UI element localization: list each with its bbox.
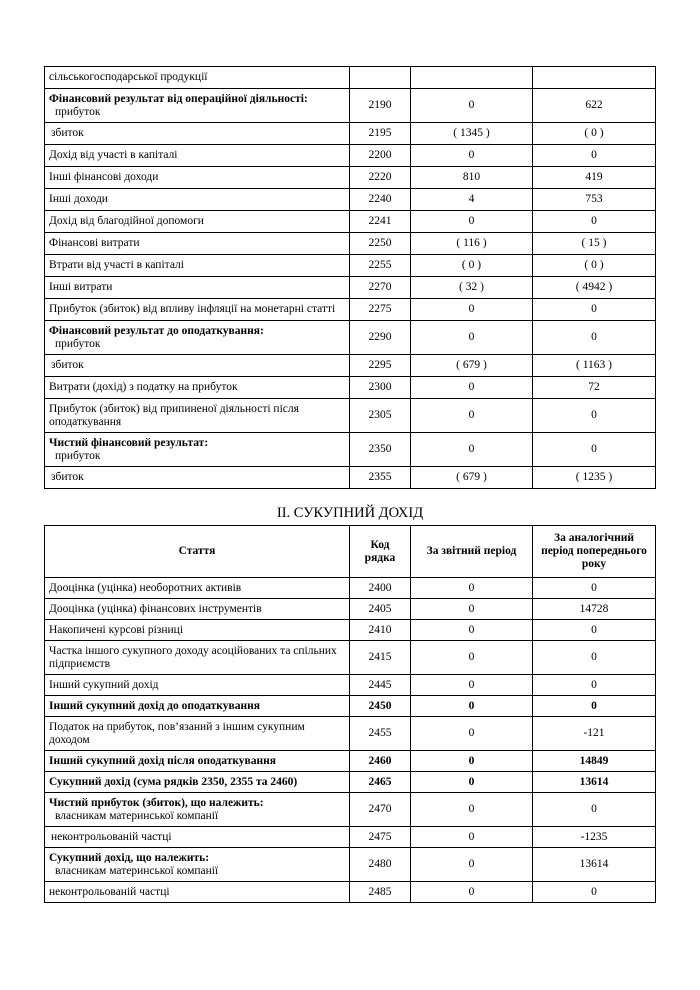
row-code: 2195 (350, 123, 411, 145)
row-label (45, 827, 350, 848)
table-row (45, 355, 656, 377)
row-label-text: збиток (51, 359, 84, 371)
current-period-value: 0 (411, 599, 533, 620)
row-code: 2270 (350, 277, 411, 299)
current-period-value: 0 (411, 675, 533, 696)
row-label (45, 599, 350, 620)
section-title: II. СУКУПНИЙ ДОХІД (276, 505, 424, 521)
row-code: 2485 (350, 882, 411, 903)
table-row (45, 578, 656, 599)
current-period-value: 0 (411, 620, 533, 641)
row-code: 2450 (350, 696, 411, 717)
previous-period-value: -121 (533, 717, 656, 751)
row-label (45, 321, 350, 355)
row-label-text: збиток (51, 127, 84, 139)
row-label (45, 211, 350, 233)
row-label (45, 848, 350, 882)
current-period-value: 0 (411, 321, 533, 355)
table-row (45, 433, 656, 467)
current-period-value: 0 (411, 211, 533, 233)
row-label (45, 89, 350, 123)
table-row (45, 123, 656, 145)
previous-period-value (533, 67, 656, 89)
row-label (45, 882, 350, 903)
previous-period-value: 0 (533, 882, 656, 903)
row-label-text: Витрати (дохід) з податку на прибуток (49, 381, 238, 393)
table-row (45, 399, 656, 433)
current-period-value: 0 (411, 399, 533, 433)
current-period-value: 0 (411, 89, 533, 123)
row-label-text: збиток (51, 471, 84, 483)
previous-period-value: 72 (533, 377, 656, 399)
current-period-value: 0 (411, 882, 533, 903)
table-row (45, 599, 656, 620)
current-period-value: 0 (411, 793, 533, 827)
row-label-text: Дохід від благодійної допомоги (49, 215, 204, 227)
row-code: 2290 (350, 321, 411, 355)
previous-period-value: 0 (533, 793, 656, 827)
previous-period-value: 622 (533, 89, 656, 123)
table-row (45, 67, 656, 89)
row-label-text: неконтрольованій частці (49, 885, 170, 898)
row-label (45, 675, 350, 696)
current-period-value: ( 679 ) (411, 355, 533, 377)
row-code: 2400 (350, 578, 411, 599)
row-label-text: Дооцінка (уцінка) фінансових інструментів (49, 602, 262, 615)
row-label (45, 793, 350, 827)
row-label-text: Інший сукупний дохід (49, 678, 159, 691)
row-code: 2255 (350, 255, 411, 277)
current-period-value: 0 (411, 145, 533, 167)
row-label-text: Прибуток (збиток) від впливу інфляції на монетарні статті (49, 303, 336, 315)
row-code: 2241 (350, 211, 411, 233)
row-code: 2300 (350, 377, 411, 399)
row-label (45, 167, 350, 189)
row-label-text: Інші фінансові доходи (49, 171, 159, 183)
table-row (45, 675, 656, 696)
previous-period-value: 14728 (533, 599, 656, 620)
row-label (45, 299, 350, 321)
current-period-value: ( 32 ) (411, 277, 533, 299)
row-label-text: неконтрольованій частці (51, 830, 172, 843)
table-row (45, 255, 656, 277)
row-label-text: Фінансові витрати (49, 237, 140, 249)
current-period-value (411, 67, 533, 89)
previous-period-value: 0 (533, 620, 656, 641)
header-current-period: За звітний період (411, 526, 533, 578)
current-period-value: ( 679 ) (411, 467, 533, 489)
row-label-text: Частка іншого сукупного доходу асоційованих та спільних підприємств (49, 644, 337, 670)
row-code: 2405 (350, 599, 411, 620)
row-code: 2445 (350, 675, 411, 696)
row-code: 2480 (350, 848, 411, 882)
row-label-text: Сукупний дохід, що належить: (49, 851, 210, 864)
table-row (45, 299, 656, 321)
row-label (45, 696, 350, 717)
row-sublabel-text: власникам материнської компанії (55, 864, 219, 877)
row-label (45, 751, 350, 772)
row-label-text: Дооцінка (уцінка) необоротних активів (49, 581, 242, 594)
row-label-text: Накопичені курсові різниці (49, 623, 184, 636)
row-code: 2355 (350, 467, 411, 489)
row-label (45, 377, 350, 399)
previous-period-value: ( 15 ) (533, 233, 656, 255)
row-sublabel-text: прибуток (55, 337, 101, 350)
current-period-value: ( 1345 ) (411, 123, 533, 145)
table-row (45, 827, 656, 848)
previous-period-value: ( 4942 ) (533, 277, 656, 299)
current-period-value: 0 (411, 751, 533, 772)
row-label (45, 145, 350, 167)
current-period-value: ( 0 ) (411, 255, 533, 277)
table-row (45, 321, 656, 355)
row-label-text: Інший сукупний дохід після оподаткування (49, 754, 276, 767)
current-period-value: 0 (411, 717, 533, 751)
previous-period-value: 0 (533, 299, 656, 321)
row-code: 2200 (350, 145, 411, 167)
previous-period-value: 0 (533, 578, 656, 599)
row-label-text: Прибуток (збиток) від припиненої діяльності після оподаткування (49, 402, 299, 428)
table-row (45, 793, 656, 827)
row-label (45, 67, 350, 89)
row-label (45, 433, 350, 467)
row-label (45, 123, 350, 145)
current-period-value: 0 (411, 827, 533, 848)
row-label-text: Сукупний дохід (сума рядків 2350, 2355 та 2460) (49, 775, 298, 788)
table-row (45, 377, 656, 399)
row-code: 2305 (350, 399, 411, 433)
table-row (45, 167, 656, 189)
current-period-value: 4 (411, 189, 533, 211)
previous-period-value: ( 1235 ) (533, 467, 656, 489)
previous-period-value: 0 (533, 696, 656, 717)
row-code: 2460 (350, 751, 411, 772)
previous-period-value: 0 (533, 399, 656, 433)
header-code: Код рядка (350, 526, 411, 578)
row-label-text: Втрати від участі в капіталі (49, 259, 184, 271)
row-label (45, 467, 350, 489)
row-code: 2455 (350, 717, 411, 751)
current-period-value: 0 (411, 433, 533, 467)
current-period-value: 0 (411, 772, 533, 793)
row-label (45, 355, 350, 377)
table-row (45, 848, 656, 882)
row-label (45, 772, 350, 793)
row-label-text: Податок на прибуток, пов’язаний з іншим сукупним доходом (49, 720, 305, 746)
current-period-value: 810 (411, 167, 533, 189)
previous-period-value: 0 (533, 211, 656, 233)
previous-period-value: -1235 (533, 827, 656, 848)
row-label (45, 578, 350, 599)
row-code: 2470 (350, 793, 411, 827)
table-row (45, 277, 656, 299)
header-previous-period: За аналогічний період попереднього року (533, 526, 656, 578)
previous-period-value: ( 0 ) (533, 123, 656, 145)
header-article: Стаття (45, 526, 350, 578)
row-sublabel-text: прибуток (55, 105, 101, 118)
current-period-value: 0 (411, 641, 533, 675)
current-period-value: 0 (411, 578, 533, 599)
previous-period-value: 753 (533, 189, 656, 211)
table-row (45, 89, 656, 123)
previous-period-value: 0 (533, 641, 656, 675)
row-label (45, 717, 350, 751)
row-label-text: Фінансовий результат від операційної діяльності: (49, 92, 308, 105)
row-code: 2240 (350, 189, 411, 211)
row-label-text: Чистий прибуток (збиток), що належить: (49, 796, 264, 809)
current-period-value: 0 (411, 299, 533, 321)
table-row (45, 145, 656, 167)
row-label (45, 189, 350, 211)
row-code: 2190 (350, 89, 411, 123)
row-label-text: Інші витрати (49, 281, 113, 293)
row-code: 2275 (350, 299, 411, 321)
row-code: 2475 (350, 827, 411, 848)
previous-period-value: 0 (533, 433, 656, 467)
table-row (45, 772, 656, 793)
table-row (45, 641, 656, 675)
table-header-row (45, 526, 656, 578)
financial-results-table (44, 66, 656, 489)
row-label (45, 641, 350, 675)
previous-period-value: 0 (533, 145, 656, 167)
row-code: 2350 (350, 433, 411, 467)
table-row (45, 211, 656, 233)
current-period-value: 0 (411, 696, 533, 717)
table-row (45, 620, 656, 641)
row-code: 2220 (350, 167, 411, 189)
previous-period-value: 14849 (533, 751, 656, 772)
row-code (350, 67, 411, 89)
row-code: 2415 (350, 641, 411, 675)
row-code: 2250 (350, 233, 411, 255)
previous-period-value: 419 (533, 167, 656, 189)
table-row (45, 882, 656, 903)
row-label-text: Чистий фінансовий результат: (49, 436, 209, 449)
previous-period-value: 0 (533, 675, 656, 696)
comprehensive-income-table (44, 525, 656, 903)
previous-period-value: 13614 (533, 848, 656, 882)
table-row (45, 233, 656, 255)
row-label-text: сільськогосподарської продукції (49, 71, 208, 83)
current-period-value: 0 (411, 848, 533, 882)
row-label-text: Дохід від участі в капіталі (49, 149, 178, 161)
row-label (45, 277, 350, 299)
table-row (45, 189, 656, 211)
row-label-text: Фінансовий результат до оподаткування: (49, 324, 264, 337)
row-label-text: Інший сукупний дохід до оподаткування (49, 699, 260, 712)
previous-period-value: 13614 (533, 772, 656, 793)
table-row (45, 717, 656, 751)
previous-period-value: ( 0 ) (533, 255, 656, 277)
previous-period-value: 0 (533, 321, 656, 355)
previous-period-value: ( 1163 ) (533, 355, 656, 377)
row-sublabel-text: прибуток (55, 449, 101, 462)
row-label (45, 233, 350, 255)
row-code: 2465 (350, 772, 411, 793)
table-row (45, 696, 656, 717)
row-label (45, 399, 350, 433)
table-row (45, 751, 656, 772)
row-sublabel-text: власникам материнської компанії (55, 809, 219, 822)
table-row (45, 467, 656, 489)
row-label (45, 255, 350, 277)
current-period-value: 0 (411, 377, 533, 399)
row-code: 2410 (350, 620, 411, 641)
row-label (45, 620, 350, 641)
current-period-value: ( 116 ) (411, 233, 533, 255)
row-code: 2295 (350, 355, 411, 377)
row-label-text: Інші доходи (49, 193, 108, 205)
